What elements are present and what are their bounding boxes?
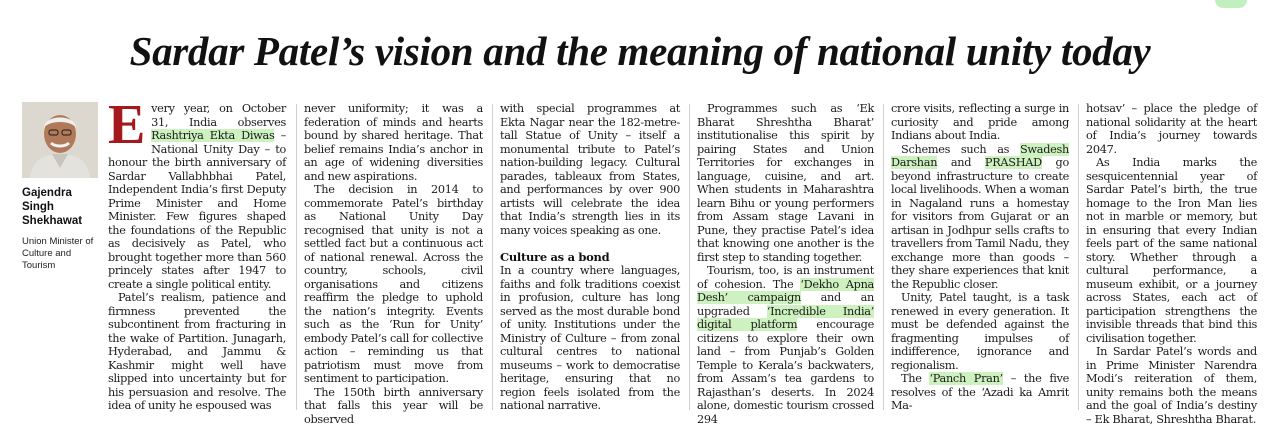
article-column-2 [304, 102, 483, 412]
column-divider [883, 104, 884, 410]
paragraph: never uniformity; it was a federation of minds and hearts bound by shared heritage. That belief remains India’s anchor in an age of widening diversities and new aspirations. [304, 102, 483, 183]
paragraph: hotsav’ – place the pledge of national solidarity at the heart of India’s journey towards 2047. [1086, 102, 1257, 156]
paragraph: Schemes such as Swadesh Darshan and PRASHAD go beyond infrastructure to create local livelihoods. When a woman in Nagaland runs a homestay for visitors from Gujarat or an artisan in Jodhpur sells crafts to travellers from Tamil Nadu, they exchange more than goods – they share experiences that knit the Republic closer. [891, 143, 1069, 292]
paragraph: In a country where languages, faiths and folk traditions coexist in profusion, culture has long served as the most durable bond of unity. Institutions under the Ministry of Culture – from zonal cultural centres to national museums – work to democratise heritage, ensuring that no region feels isolated from the national narrative. [500, 264, 680, 413]
author-role: Union Minister of Culture and Tourism [22, 236, 102, 272]
column-divider [492, 104, 493, 410]
highlighter-mark [1215, 0, 1247, 8]
paragraph: In Sardar Patel’s words and in Prime Minister Narendra Modi’s reiteration of them, unity remains both the means and the goal of India’s destiny – Ek Bharat, Shreshtha Bharat. [1086, 345, 1257, 426]
paragraph: with special programmes at Ekta Nagar near the 182-metre-tall Statue of Unity – itself a monumental tribute to Patel’s nation-building legacy. Cultural parades, tableaux from States, and performances by over 900 artists will celebrate the idea that India’s strength lies in its many voices speaking as one. [500, 102, 680, 237]
paragraph: The decision in 2014 to commemorate Patel’s birthday as National Unity Day recognised that unity is not a settled fact but a continuous act of national renewal. Across the country, schools, civil organisations and citizens reaffirm the pledge to uphold the nation’s integrity. Events such as the ‘Run for Unity’ embody Patel’s call for collective action – reminding us that patriotism must move from sentiment to participation. [304, 183, 483, 386]
paragraph: crore visits, reflecting a surge in curiosity and pride among Indians about India. [891, 102, 1069, 143]
highlighted-text: PRASHAD [985, 156, 1042, 169]
article-column-5 [891, 102, 1069, 412]
author-box [22, 102, 102, 272]
paragraph: Tourism, too, is an instrument of cohesion. The ‘Dekho Apna Desh’ campaign and an upgraded ‘Incredible India’ digital platform encourage citizens to explore their own land – from Punjab’s Golden Temple to Kerala’s backwaters, from Assam’s tea gardens to Rajasthan’s deserts. In 2024 alone, domestic tourism crossed 294 [697, 264, 874, 426]
paragraph: Unity, Patel taught, is a task renewed in every generation. It must be defended against the fragmenting impulses of indifference, ignorance and regionalism. [891, 291, 1069, 372]
dropcap: E [108, 103, 145, 147]
highlighted-text: Rashtriya Ekta Diwas [151, 129, 274, 142]
article-column-3 [500, 102, 680, 412]
article-column-4 [697, 102, 874, 412]
paragraph: The 150th birth anniversary that falls this year will be observed [304, 386, 483, 426]
article-column-6 [1086, 102, 1257, 412]
paragraph: Programmes such as ‘Ek Bharat Shreshtha Bharat’ institutionalise this spirit by pairing States and Union Territories for exchanges in language, cuisine, and art. When students in Maharashtra learn Bihu or young performers from Assam stage Lavani in Pune, they practise Patel’s idea that knowing one another is the first step to standing together. [697, 102, 874, 264]
column-divider [296, 104, 297, 410]
author-photo [22, 102, 98, 178]
column-divider [689, 104, 690, 410]
highlighted-text: ‘Dekho Apna Desh’ campaign [697, 278, 874, 305]
author-name: Gajendra Singh Shekhawat [22, 186, 102, 228]
paragraph: Every year, on October 31, India observes Rashtriya Ekta Diwas – National Unity Day – to honour the birth anniversary of Sardar Vallabhbhai Patel, Independent India’s first Deputy Prime Minister and Home Minister. Few figures shaped the foundations of the Republic as decisively as Patel, who brought together more than 560 princely states after 1947 to create a single political entity. [108, 102, 286, 291]
highlighted-text: ‘Incredible India’ digital platform [697, 305, 874, 332]
highlighted-text: Swadesh Darshan [891, 143, 1069, 170]
paragraph: As India marks the sesquicentennial year of Sardar Patel’s birth, the true homage to the Iron Man lies not in marble or memory, but in ensuring that every Indian feels part of the same national story. Whether through a cultural performance, a museum exhibit, or a journey across States, each act of participation strengthens the invisible threads that bind this civilisation together. [1086, 156, 1257, 345]
highlighted-text: ‘Panch Pran’ [929, 372, 1002, 385]
article-column-1 [108, 102, 286, 412]
paragraph: Patel’s realism, patience and firmness prevented the subcontinent from fracturing in the wake of Partition. Junagarh, Hyderabad, and Jammu & Kashmir might well have slipped into uncertainty but for his persuasion and resolve. The idea of unity he espoused was [108, 291, 286, 413]
subheading: Culture as a bond [500, 250, 680, 264]
paragraph: The ‘Panch Pran’ – the five resolves of the ‘Azadi ka Amrit Ma- [891, 372, 1069, 413]
author-portrait-icon [22, 102, 98, 178]
column-divider [1078, 104, 1079, 410]
headline: Sardar Patel’s vision and the meaning of national unity today [0, 26, 1280, 76]
